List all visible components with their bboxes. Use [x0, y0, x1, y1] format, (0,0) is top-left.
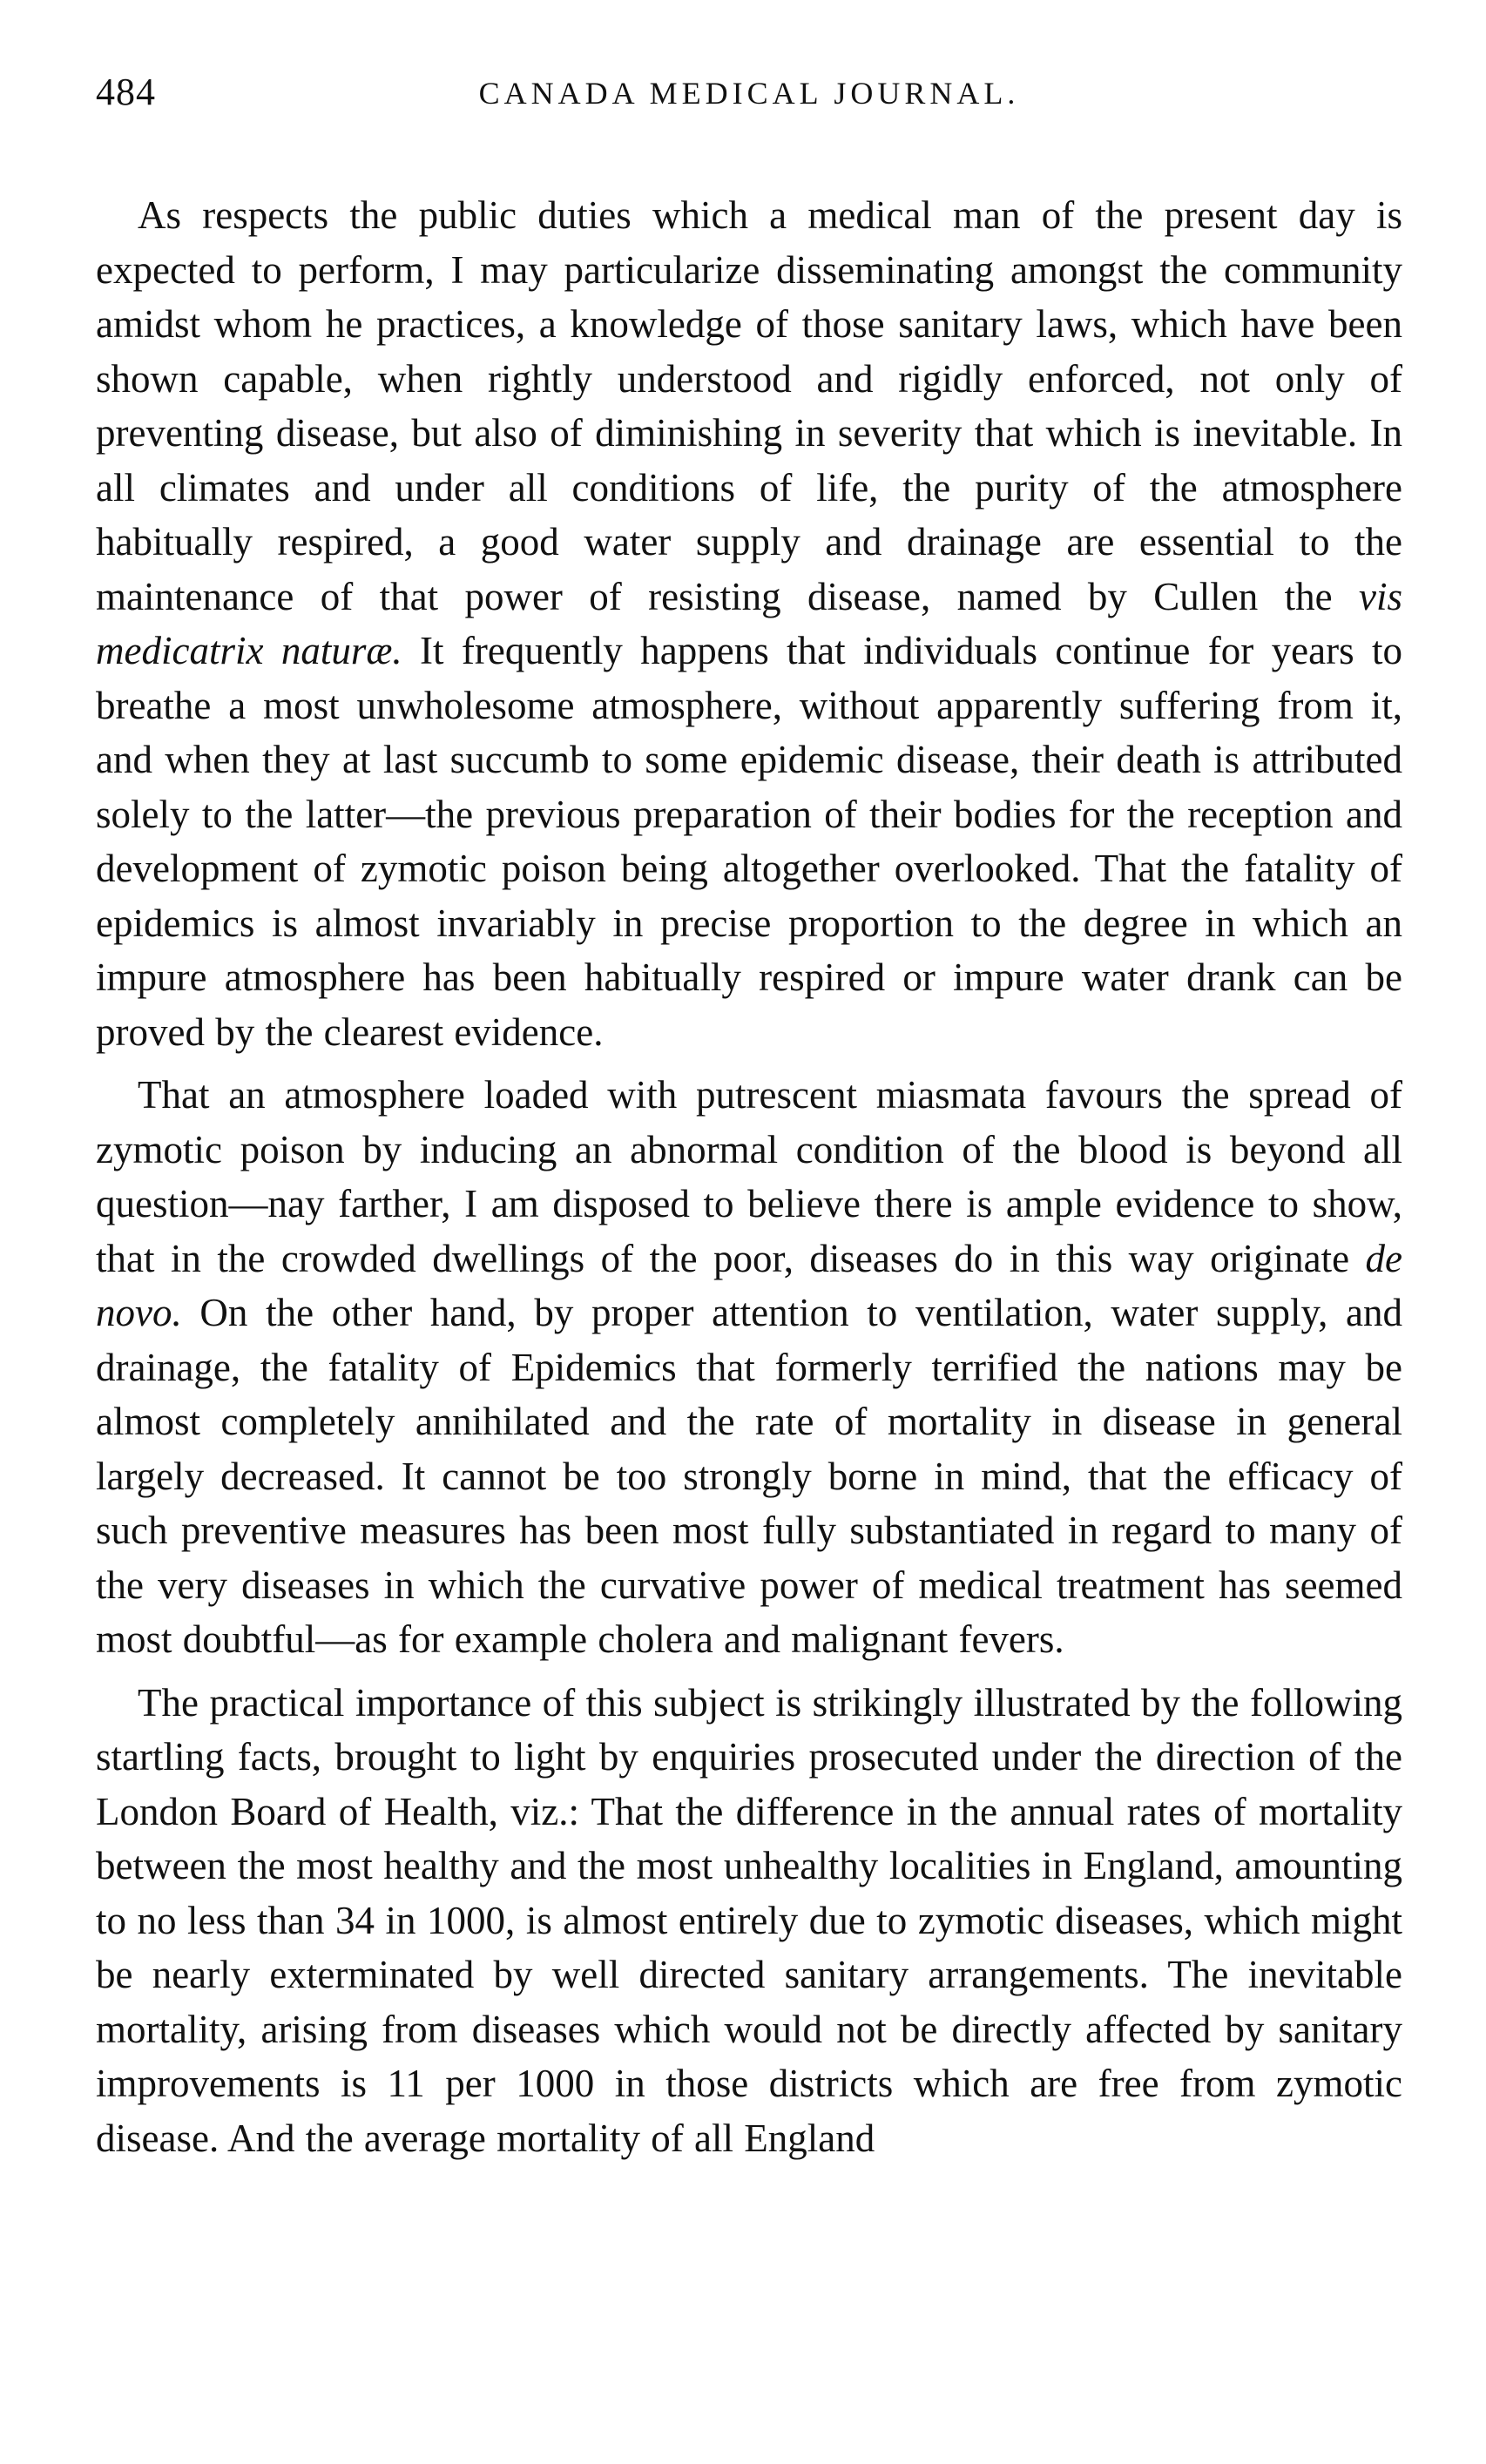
paragraph-2-text-after: On the other hand, by proper attention to ventilation, water supply, and drainage, the fatality of Epidemics that formerly terrified the nations may be almost completely annihilated and the rate of mortality in disease in general largely decreased. It cannot be too strongly borne in mind, that the efficacy of such preventive measures has been most fully substantiated in regard to many of the very diseases in which the curvative power of medical treatment has seemed most doubtful—as for example cholera and malignant fevers. — [96, 1291, 1402, 1661]
paragraph-3 — [96, 1676, 1402, 2166]
paragraph-2-emphasis: de novo. — [96, 1236, 1402, 1334]
paragraph-2 — [96, 1068, 1402, 1667]
paragraph-1-text-after: It frequently happens that individuals continue for years to breathe a most unwholesome atmosphere, without apparently suffering from it, and when they at last succumb to some epidemic disease, their death is attributed solely to the latter—the previous preparation of their bodies for the reception and development of zymotic poison being altogether overlooked. That the fatality of epidemics is almost invariably in precise proportion to the degree in which an impure atmosphere has been habitually respired or impure water drank can be proved by the clearest evidence. — [96, 629, 1402, 1054]
body-text — [96, 188, 1402, 2165]
paragraph-2-text-before: That an atmosphere loaded with putrescent miasmata favours the spread of zymotic poison by inducing an abnormal condition of the blood is beyond all question—nay farther, I am disposed to believe there is ample evidence to show, that in the crowded dwellings of the poor, diseases do in this way originate — [96, 1073, 1402, 1280]
page-number: 484 — [96, 71, 156, 113]
paragraph-1-text-before: As respects the public duties which a medical man of the present day is expected to perform, I may particularize disseminating amongst the community amidst whom he practices, a knowledge of those sanitary laws, which have been shown capable, when rightly understood and rigidly enforced, not only of preventing disease, but also of diminishing in severity that which is inevitable. In all climates and under all conditions of life, the purity of the atmosphere habitually respired, a good water supply and drainage are essential to the maintenance of that power of resisting disease, named by Cullen the — [96, 193, 1402, 618]
paragraph-1-emphasis: vis medicatrix naturæ. — [96, 574, 1402, 672]
paragraph-3-text-before: The practical importance of this subject is strikingly illustrated by the following startling facts, brought to light by enquiries prosecuted under the direction of the London Board of Health, viz.: That the difference in the annual rates of mortality between the most healthy and the most unhealthy localities in England, amounting to no less than 34 in 1000, is almost entirely due to zymotic diseases, which might be nearly exterminated by well directed sanitary arrangements. The inevitable mortality, arising from diseases which would not be directly affected by sanitary improvements is 11 per 1000 in those districts which are free from zymotic disease. And the average mortality of all England — [96, 1680, 1402, 2160]
running-head: CANADA MEDICAL JOURNAL. — [478, 76, 1020, 111]
paragraph-1 — [96, 188, 1402, 1059]
document-page — [96, 70, 1402, 2421]
page-header — [96, 70, 1402, 139]
